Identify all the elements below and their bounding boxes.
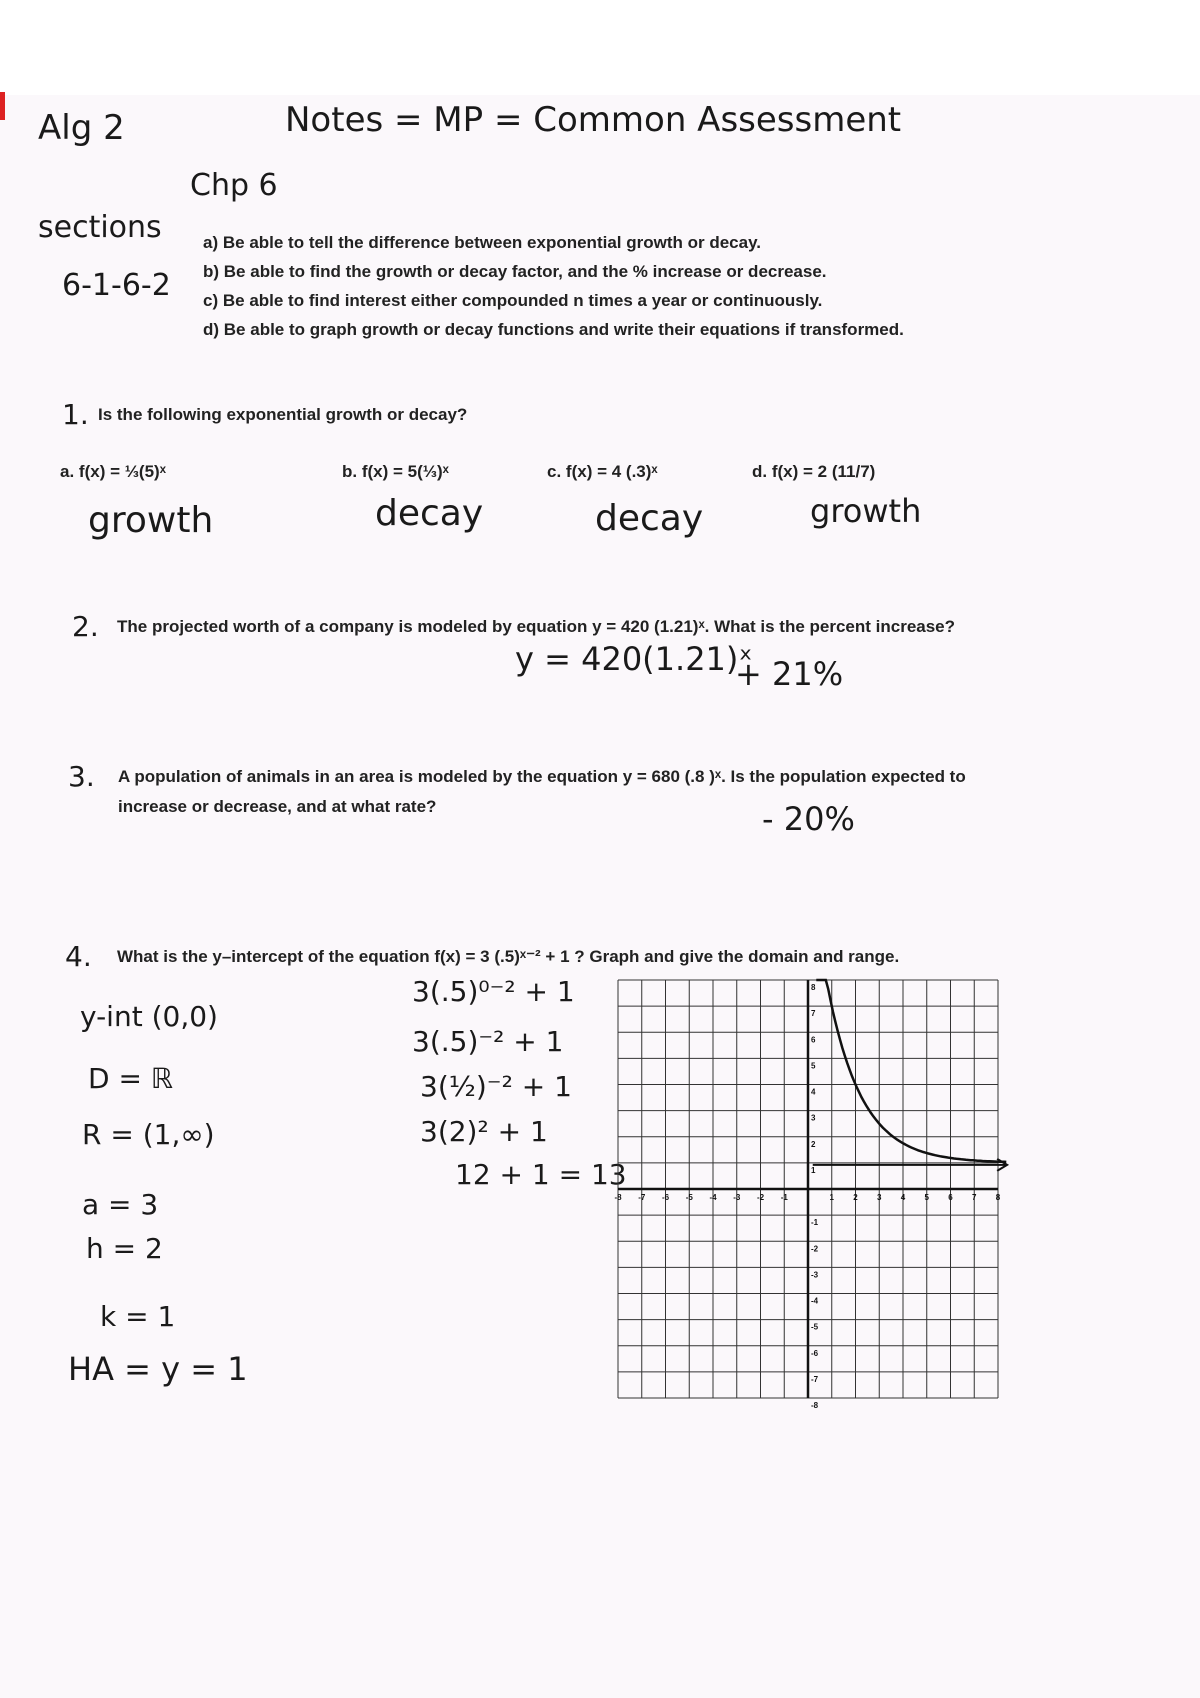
item-label: d. (752, 462, 768, 481)
page-title: Notes = MP = Common Assessment (285, 100, 902, 140)
q1-item-a (60, 462, 166, 482)
objective-d (203, 320, 904, 340)
y-tick-label: 2 (811, 1139, 816, 1149)
q1-number: 1. (62, 398, 89, 431)
q4-a-value: a = 3 (82, 1188, 159, 1221)
y-tick-label: -4 (811, 1296, 819, 1306)
y-tick-label: 6 (811, 1035, 816, 1045)
x-tick-label: 1 (829, 1193, 834, 1202)
q2-answer: + 21% (735, 655, 844, 693)
x-tick-label: 4 (900, 1193, 906, 1202)
q3-prompt-line1: A population of animals in an area is modeled by the equation y = 680 (.8 )ˣ. Is the population expected to (118, 767, 966, 786)
item-label: a. (60, 462, 75, 481)
q3-answer: - 20% (762, 800, 855, 838)
objective-letter: b) (203, 262, 220, 281)
objective-text: Be able to find interest either compounded n times a year or continuously. (222, 291, 823, 310)
item-function: f(x) = 2 (11/7) (771, 462, 876, 481)
y-tick-label: -7 (811, 1374, 819, 1384)
q3-number: 3. (68, 760, 95, 793)
q4-horizontal-asymptote: HA = y = 1 (68, 1350, 248, 1388)
q1-item-c (547, 462, 658, 482)
q2-work: y = 420(1.21)ˣ (515, 640, 753, 678)
x-tick-label: -5 (685, 1193, 693, 1202)
x-tick-label: 8 (995, 1193, 1001, 1202)
y-tick-label: -8 (811, 1401, 819, 1410)
q4-y-intercept: y-int (0,0) (80, 1000, 218, 1033)
q4-domain: D = ℝ (88, 1062, 173, 1095)
objective-b (203, 262, 827, 282)
x-tick-label: -3 (733, 1193, 741, 1202)
x-tick-label: -1 (780, 1193, 788, 1202)
x-tick-label: 3 (877, 1193, 882, 1202)
q4-work-step5: 12 + 1 = 13 (455, 1158, 627, 1191)
sections-label: sections (38, 210, 162, 245)
x-tick-label: -8 (614, 1193, 622, 1202)
objective-a (203, 233, 761, 253)
x-tick-label: -4 (709, 1193, 717, 1202)
q2-number: 2. (72, 610, 99, 643)
q1-answer-c: decay (595, 498, 704, 539)
q4-work-step1: 3(.5)⁰⁻² + 1 (412, 975, 575, 1008)
x-tick-label: -7 (638, 1193, 646, 1202)
y-tick-label: -5 (811, 1322, 819, 1332)
q1-answer-b: decay (375, 493, 484, 534)
q1-prompt: Is the following exponential growth or decay? (98, 405, 468, 424)
objective-letter: a) (203, 233, 219, 252)
q4-h-value: h = 2 (86, 1232, 163, 1265)
q1-answer-d: growth (810, 492, 922, 530)
objective-c (203, 291, 822, 311)
y-tick-label: -2 (811, 1244, 819, 1254)
q1-answer-a: growth (88, 500, 214, 541)
y-tick-label: -1 (811, 1218, 819, 1228)
x-tick-label: 5 (924, 1193, 929, 1202)
y-tick-label: 3 (811, 1113, 816, 1123)
x-tick-label: 7 (972, 1193, 977, 1202)
q4-coordinate-grid (614, 980, 1001, 1410)
q3-prompt-line2: increase or decrease, and at what rate? (118, 797, 437, 816)
y-tick-label: -6 (811, 1348, 819, 1358)
objective-text: Be able to tell the difference between exponential growth or decay. (222, 233, 761, 252)
q4-work-step3: 3(½)⁻² + 1 (420, 1070, 572, 1103)
objective-letter: c) (203, 291, 219, 310)
objective-text: Be able to graph growth or decay functions and write their equations if transformed. (223, 320, 904, 339)
q4-prompt: What is the y–intercept of the equation f(x) = 3 (.5)ˣ⁻² + 1 ? Graph and give the domain and range. (117, 947, 900, 966)
q4-range: R = (1,∞) (82, 1118, 215, 1151)
objective-letter: d) (203, 320, 220, 339)
course-label: Alg 2 (38, 108, 125, 148)
x-tick-label: -6 (661, 1193, 670, 1202)
q4-work-step2: 3(.5)⁻² + 1 (412, 1025, 564, 1058)
item-function: f(x) = ⅓(5)ˣ (78, 462, 166, 481)
y-tick-label: 8 (811, 983, 816, 992)
item-label: b. (342, 462, 358, 481)
item-function: f(x) = 5(⅓)ˣ (361, 462, 449, 481)
q1-item-d (752, 462, 875, 482)
y-tick-label: 1 (811, 1165, 816, 1175)
objective-text: Be able to find the growth or decay factor, and the % increase or decrease. (223, 262, 827, 281)
item-function: f(x) = 4 (.3)ˣ (565, 462, 658, 481)
chapter-label: Chp 6 (190, 168, 278, 203)
exponential-curve (816, 980, 1006, 1162)
y-tick-label: 5 (811, 1061, 816, 1071)
q4-k-value: k = 1 (100, 1300, 176, 1333)
y-tick-label: -3 (811, 1270, 819, 1280)
x-tick-label: 2 (853, 1193, 858, 1202)
q1-item-b (342, 462, 449, 482)
item-label: c. (547, 462, 562, 481)
red-edge-mark (0, 92, 5, 120)
sections-range: 6-1-6-2 (62, 268, 171, 303)
y-tick-label: 7 (811, 1009, 816, 1019)
grid-svg (614, 980, 1001, 1410)
q4-work-step4: 3(2)² + 1 (420, 1115, 548, 1148)
y-tick-label: 4 (811, 1087, 816, 1097)
x-tick-label: -2 (756, 1193, 765, 1202)
q2-prompt: The projected worth of a company is modeled by equation y = 420 (1.21)ˣ. What is the percent increase? (117, 617, 956, 636)
x-tick-label: 6 (948, 1193, 953, 1202)
q4-number: 4. (65, 940, 92, 973)
